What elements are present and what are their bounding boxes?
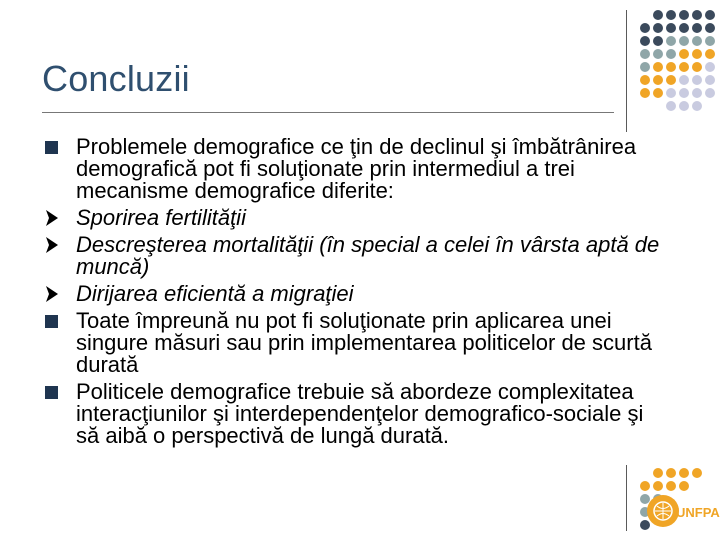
decor-dot [705,10,715,20]
bullet-item-1 [44,136,664,202]
decor-dot [666,481,676,491]
decor-dot [705,62,715,72]
bullet-text: Dirijarea eficientă a migraţiei [76,281,354,306]
arrow-bullet-icon [44,285,60,301]
decor-dot [653,468,663,478]
unfpa-logo-svg [646,492,720,530]
bullet-text: Descreşterea mortalităţii (în special a celei în vârsta aptă de muncă) [76,232,660,279]
bullet-item-5 [44,310,664,376]
bullet-text: Problemele demografice ce ţin de declinul şi îmbătrânirea demografică pot fi soluţionate prin intermediul a trei mecanisme demografice diferite: [76,134,637,203]
decor-dot [640,49,650,59]
decor-dot [653,88,663,98]
decor-dot [666,88,676,98]
decor-dot [679,23,689,33]
decor-dot [705,23,715,33]
decor-dot [692,10,702,20]
arrow-bullet-glyph [44,285,60,303]
bullet-text: Sporirea fertilităţii [76,205,246,230]
decor-dot [640,75,650,85]
decor-dot [679,36,689,46]
bullet-text: Toate împreună nu pot fi soluţionate prin aplicarea unei singure măsuri sau prin implementarea politicelor de scurtă durată [76,308,652,377]
arrow-bullet-icon [44,236,60,252]
decor-dot [666,49,676,59]
decor-vertical-line-top [626,10,627,132]
decor-dot [666,23,676,33]
decor-dot [705,49,715,59]
decor-vertical-line-bottom [626,465,627,531]
decor-dot [640,88,650,98]
decor-dot [705,36,715,46]
decor-dot [679,88,689,98]
decor-dot [705,88,715,98]
decor-dot [692,468,702,478]
decor-dot [653,36,663,46]
decor-dot [679,75,689,85]
decor-dot [640,481,650,491]
decor-dot [640,23,650,33]
arrow-bullet-glyph [44,209,60,227]
decor-dot [692,49,702,59]
decor-dot [653,49,663,59]
bullet-item-3 [44,234,664,278]
bullet-item-4 [44,283,664,305]
decor-dot [692,23,702,33]
decor-dot [679,481,689,491]
decor-dot [666,10,676,20]
decor-dot [666,62,676,72]
decor-dot [653,481,663,491]
decor-dot [666,75,676,85]
svg-text:UNFPA: UNFPA [676,505,720,520]
decor-dot [679,49,689,59]
decor-dot [653,10,663,20]
decor-dot [679,10,689,20]
arrow-bullet-glyph [44,236,60,254]
square-bullet-icon [45,315,58,328]
slide-title: Concluzii [42,58,190,99]
decor-dot [640,36,650,46]
decor-dot [653,23,663,33]
unfpa-logo-icon [646,492,720,530]
square-bullet-icon [45,386,58,399]
title-divider [42,112,614,113]
decor-dot [679,101,689,111]
arrow-bullet-icon [44,209,60,225]
decor-dot [679,62,689,72]
decor-dot [679,468,689,478]
decor-dot [705,75,715,85]
decor-dot [692,75,702,85]
square-bullet-icon [45,141,58,154]
decor-dot [666,36,676,46]
decor-dot [653,62,663,72]
bullet-list [44,136,664,452]
decor-dot [692,101,702,111]
decor-dot [692,62,702,72]
decor-dot [640,62,650,72]
decor-dot [666,101,676,111]
decor-dot [692,88,702,98]
bullet-item-2 [44,207,664,229]
decor-dot [653,75,663,85]
decor-dot [666,468,676,478]
bullet-text: Politicele demografice trebuie să abordeze complexitatea interacţiunilor şi interdependenţelor demografico-sociale şi să aibă o perspectivă de lungă durată. [76,379,644,448]
decor-dot [692,36,702,46]
bullet-item-6 [44,381,664,447]
